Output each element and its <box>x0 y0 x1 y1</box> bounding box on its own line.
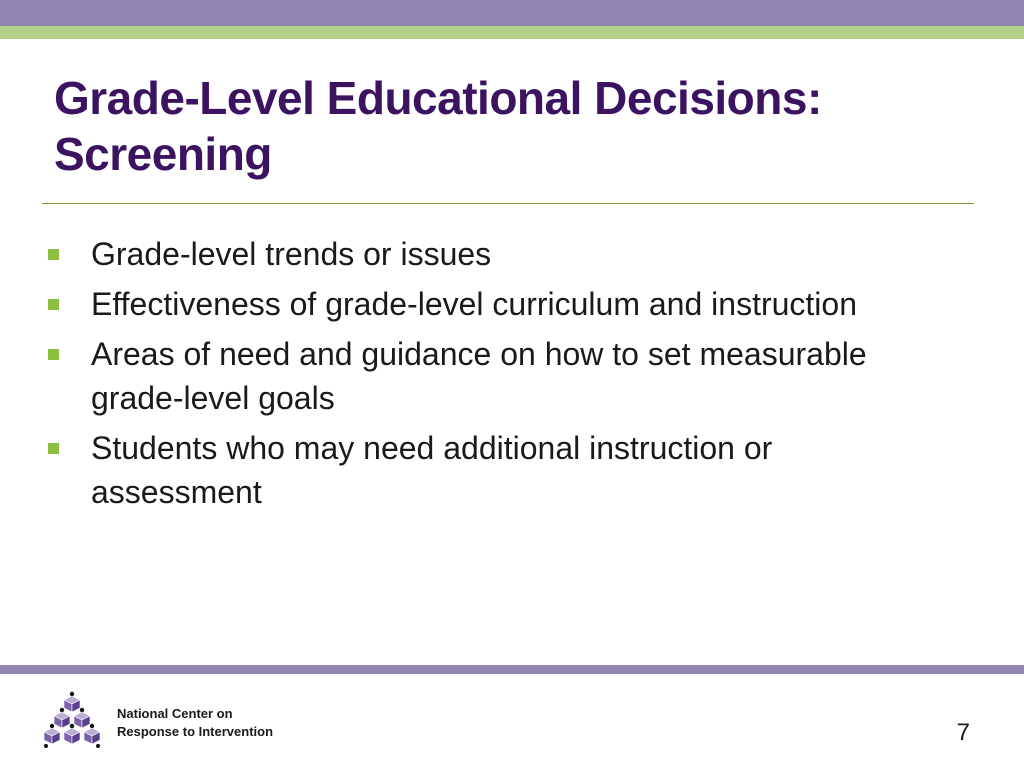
page-number: 7 <box>956 719 970 746</box>
bullet-item <box>46 426 946 514</box>
slide-title-line-2: Screening <box>54 128 272 180</box>
bullet-item <box>46 282 946 326</box>
square-bullet-icon <box>48 349 59 360</box>
bullet-text: Grade-level trends or issues <box>91 236 492 272</box>
top-green-band <box>0 26 1024 39</box>
title-divider <box>42 203 974 204</box>
slide-title-line-1: Grade-Level Educational Decisions: <box>54 72 822 124</box>
bottom-purple-band <box>0 665 1024 674</box>
top-purple-band <box>0 0 1024 26</box>
organization-name <box>117 705 273 741</box>
bullet-text: Effectiveness of grade-level curriculum and instruction <box>91 286 857 322</box>
square-bullet-icon <box>48 249 59 260</box>
stacked-cubes-logo-icon <box>40 690 104 754</box>
bullet-item <box>46 232 946 276</box>
bullet-text: Areas of need and guidance on how to set measurable grade-level goals <box>91 336 867 416</box>
bullet-text: Students who may need additional instruction or assessment <box>91 430 773 510</box>
organization-name-line-2: Response to Intervention <box>117 724 274 739</box>
bullet-list <box>46 232 946 520</box>
bullet-item <box>46 332 946 420</box>
organization-name-line-1: National Center on <box>117 706 233 721</box>
square-bullet-icon <box>48 443 59 454</box>
square-bullet-icon <box>48 299 59 310</box>
slide-title <box>54 70 984 182</box>
